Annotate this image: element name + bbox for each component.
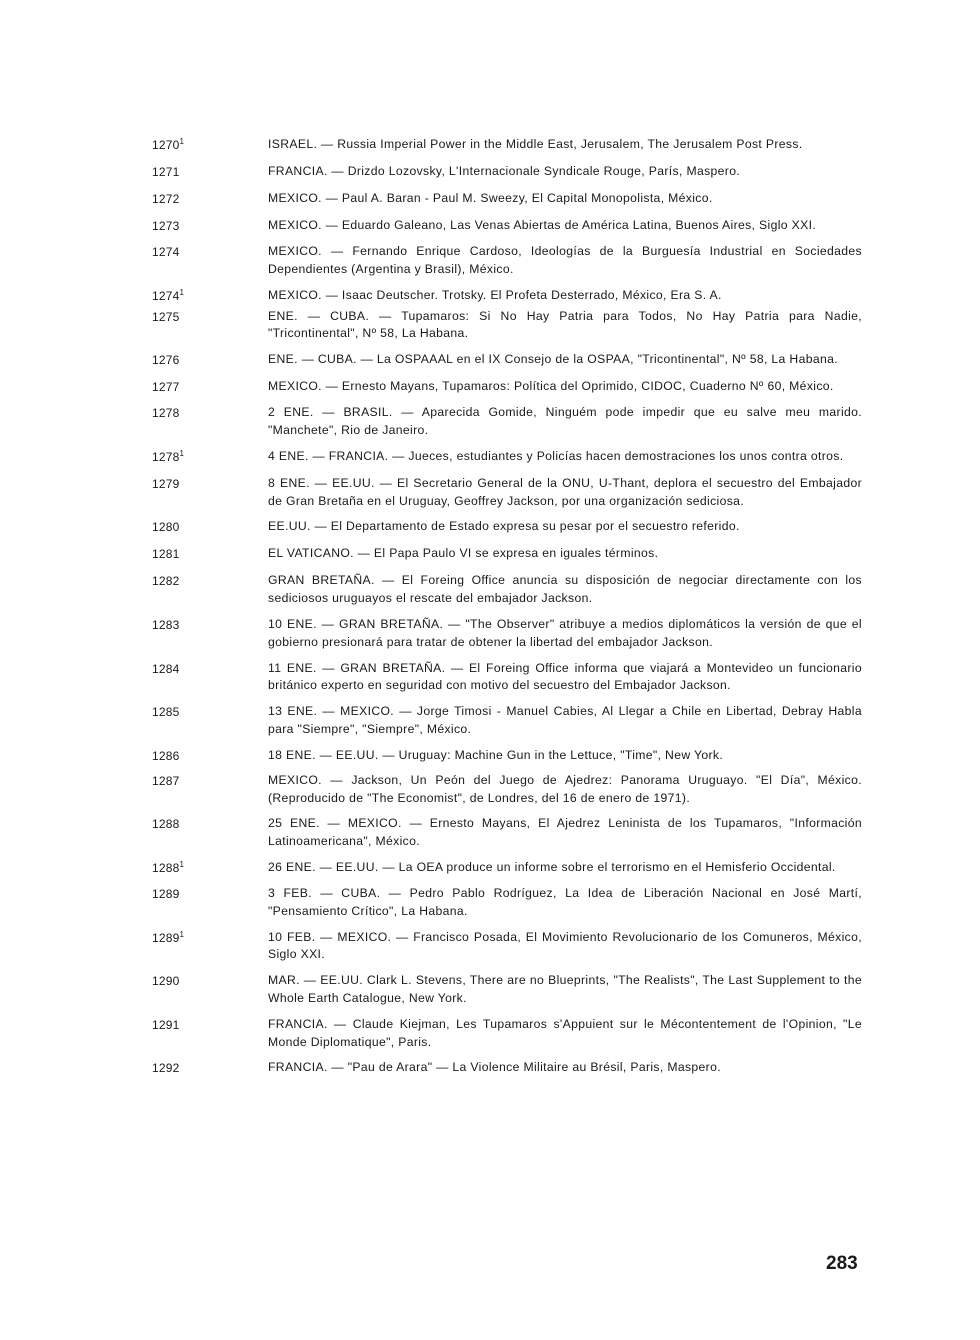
list-item	[152, 378, 862, 396]
entry-number: 1273	[152, 219, 180, 233]
entry-text: FRANCIA. — "Pau de Arara" — La Violence Militaire au Brésil, Paris, Maspero.	[268, 1060, 721, 1075]
list-item	[152, 475, 862, 511]
list-item	[152, 859, 862, 877]
entry-number: 1289	[152, 886, 180, 901]
list-item	[152, 136, 862, 154]
entry-text: MEXICO. — Eduardo Galeano, Las Venas Abiertas de América Latina, Buenos Aires, Siglo XXI.	[268, 218, 817, 232]
list-item	[152, 217, 862, 235]
chronology-list	[152, 136, 862, 1077]
entry-text: ISRAEL. — Russia Imperial Power in the Middle East, Jerusalem, The Jerusalem Post Press.	[268, 137, 803, 151]
list-item	[152, 404, 862, 440]
entry-text: EL VATICANO. — El Papa Paulo VI se expresa en iguales términos.	[268, 546, 659, 561]
entry-text: MEXICO. — Jackson, Un Peón del Juego de Ajedrez: Panorama Uruguayo. "El Día", México. (Reproducido de "The Economist", de Londres, del 16 de enero de 1971).	[268, 772, 862, 805]
entry-number: 1284	[152, 661, 180, 676]
list-item	[152, 660, 862, 696]
entry-text: 10 ENE. — GRAN BRETAÑA. — "The Observer" atribuye a medios diplomáticos la versión de que el gobierno presionará para tratar de obtener la libertad del embajador Jackson.	[268, 616, 862, 649]
entry-number: 1292	[152, 1061, 180, 1076]
list-item	[152, 287, 862, 305]
entry-number: 1288	[152, 817, 180, 832]
list-item	[152, 616, 862, 652]
page-number: 283	[826, 1253, 858, 1274]
entry-number: 1275	[152, 309, 180, 324]
list-item	[152, 1059, 862, 1077]
entry-text: 2 ENE. — BRASIL. — Aparecida Gomide, Ninguém pode impedir que eu salve meu marido. "Manchete", Rio de Janeiro.	[268, 405, 862, 437]
list-item	[152, 929, 862, 965]
list-item	[152, 772, 862, 808]
list-item	[152, 703, 862, 739]
entry-text: 3 FEB. — CUBA. — Pedro Pablo Rodríguez, La Idea de Liberación Nacional en José Martí, "Pensamiento Crítico", La Habana.	[268, 885, 862, 918]
entry-text: MEXICO. — Fernando Enrique Cardoso, Ideologías de la Burguesía Industrial en Sociedades Dependientes (Argentina y Brasil), México.	[268, 244, 862, 276]
entry-number: 1274	[152, 245, 180, 259]
entry-text: MEXICO. — Paul A. Baran - Paul M. Sweezy, El Capital Monopolista, México.	[268, 191, 713, 205]
list-item	[152, 747, 862, 765]
entry-number: 1281	[152, 547, 180, 562]
entry-text: MEXICO. — Ernesto Mayans, Tupamaros: Política del Oprimido, CIDOC, Cuaderno Nº 60, México.	[268, 379, 834, 394]
entry-text: 10 FEB. — MEXICO. — Francisco Posada, El Movimiento Revolucionario de los Comuneros, México, Siglo XXI.	[268, 929, 862, 962]
list-item	[152, 815, 862, 851]
entry-text: MAR. — EE.UU. Clark L. Stevens, There are no Blueprints, "The Realists", The Last Supplement to the Whole Earth Catalogue, New York.	[268, 973, 862, 1005]
entry-number: 1270$^1$	[152, 137, 185, 152]
entry-number: 1289$^1$	[152, 929, 185, 945]
entry-text: GRAN BRETAÑA. — El Foreing Office anuncia su disposición de negociar directamente con los sediciosos uruguayos el rescate del embajador Jackson.	[268, 573, 862, 606]
entry-number: 1274$^1$	[152, 287, 185, 303]
entry-number: 1272	[152, 192, 180, 206]
list-item	[152, 448, 862, 466]
entry-number: 1283	[152, 617, 180, 632]
list-item	[152, 885, 862, 921]
list-item	[152, 190, 862, 208]
entry-text: 11 ENE. — GRAN BRETAÑA. — El Foreing Office informa que viajará a Montevideo un funcionario británico experto en seguridad con motivo del secuestro del Embajador Jackson.	[268, 660, 862, 693]
entry-text: 18 ENE. — EE.UU. — Uruguay: Machine Gun in the Lettuce, "Time", New York.	[268, 747, 724, 762]
entry-number: 1288$^1$	[152, 859, 185, 875]
entry-number: 1290	[152, 974, 180, 989]
entry-text: 25 ENE. — MEXICO. — Ernesto Mayans, El Ajedrez Leninista de los Tupamaros, "Información Latinoamericana", México.	[268, 816, 862, 849]
list-item	[152, 163, 862, 181]
entry-number: 1277	[152, 380, 180, 395]
entry-text: ENE. — CUBA. — La OSPAAAL en el IX Consejo de la OSPAA, "Tricontinental", Nº 58, La Habana.	[268, 352, 838, 367]
entry-text: 4 ENE. — FRANCIA. — Jueces, estudiantes y Policías hacen demostraciones los unos contra otros.	[268, 448, 844, 463]
entry-text: 8 ENE. — EE.UU. — El Secretario General de la ONU, U-Thant, deplora el secuestro del Embajador de Gran Bretaña en el Uruguay, Geoffrey Jackson, por una organización sediciosa.	[268, 475, 862, 508]
entry-number: 1285	[152, 705, 180, 720]
entry-number: 1291	[152, 1017, 180, 1032]
entry-text: FRANCIA. — Drizdo Lozovsky, L'Internacionale Syndicale Rouge, París, Maspero.	[268, 164, 741, 178]
entry-number: 1282	[152, 574, 180, 589]
entry-text: MEXICO. — Isaac Deutscher. Trotsky. El Profeta Desterrado, México, Era S. A.	[268, 287, 722, 302]
list-item	[152, 545, 862, 563]
list-item	[152, 351, 862, 369]
entry-number: 1279	[152, 476, 180, 491]
entry-number: 1271	[152, 165, 180, 179]
entry-number: 1286	[152, 748, 180, 763]
entry-number: 1278	[152, 406, 180, 421]
entry-text: 26 ENE. — EE.UU. — La OEA produce un informe sobre el terrorismo en el Hemisferio Occidental.	[268, 859, 836, 874]
list-item	[152, 572, 862, 608]
entry-text: FRANCIA. — Claude Kiejman, Les Tupamaros s'Appuient sur le Mécontentement de l'Opinion, "Le Monde Diplomatique", Paris.	[268, 1016, 862, 1049]
entry-number: 1276	[152, 353, 180, 368]
entry-number: 1287	[152, 773, 180, 788]
entry-text: EE.UU. — El Departamento de Estado expresa su pesar por el secuestro referido.	[268, 519, 740, 534]
list-item	[152, 308, 862, 344]
entry-text: 13 ENE. — MEXICO. — Jorge Timosi - Manuel Cabies, Al Llegar a Chile en Libertad, Debray Habla para "Siempre", "Siempre", México.	[268, 704, 862, 736]
entry-number: 1280	[152, 520, 180, 535]
list-item	[152, 1016, 862, 1052]
list-item	[152, 243, 862, 279]
entry-number: 1278$^1$	[152, 448, 185, 464]
list-item	[152, 518, 862, 536]
entry-text: ENE. — CUBA. — Tupamaros: Si No Hay Patria para Todos, No Hay Patria para Nadie, "Tricontinental", Nº 58, La Habana.	[268, 308, 862, 341]
list-item	[152, 972, 862, 1008]
